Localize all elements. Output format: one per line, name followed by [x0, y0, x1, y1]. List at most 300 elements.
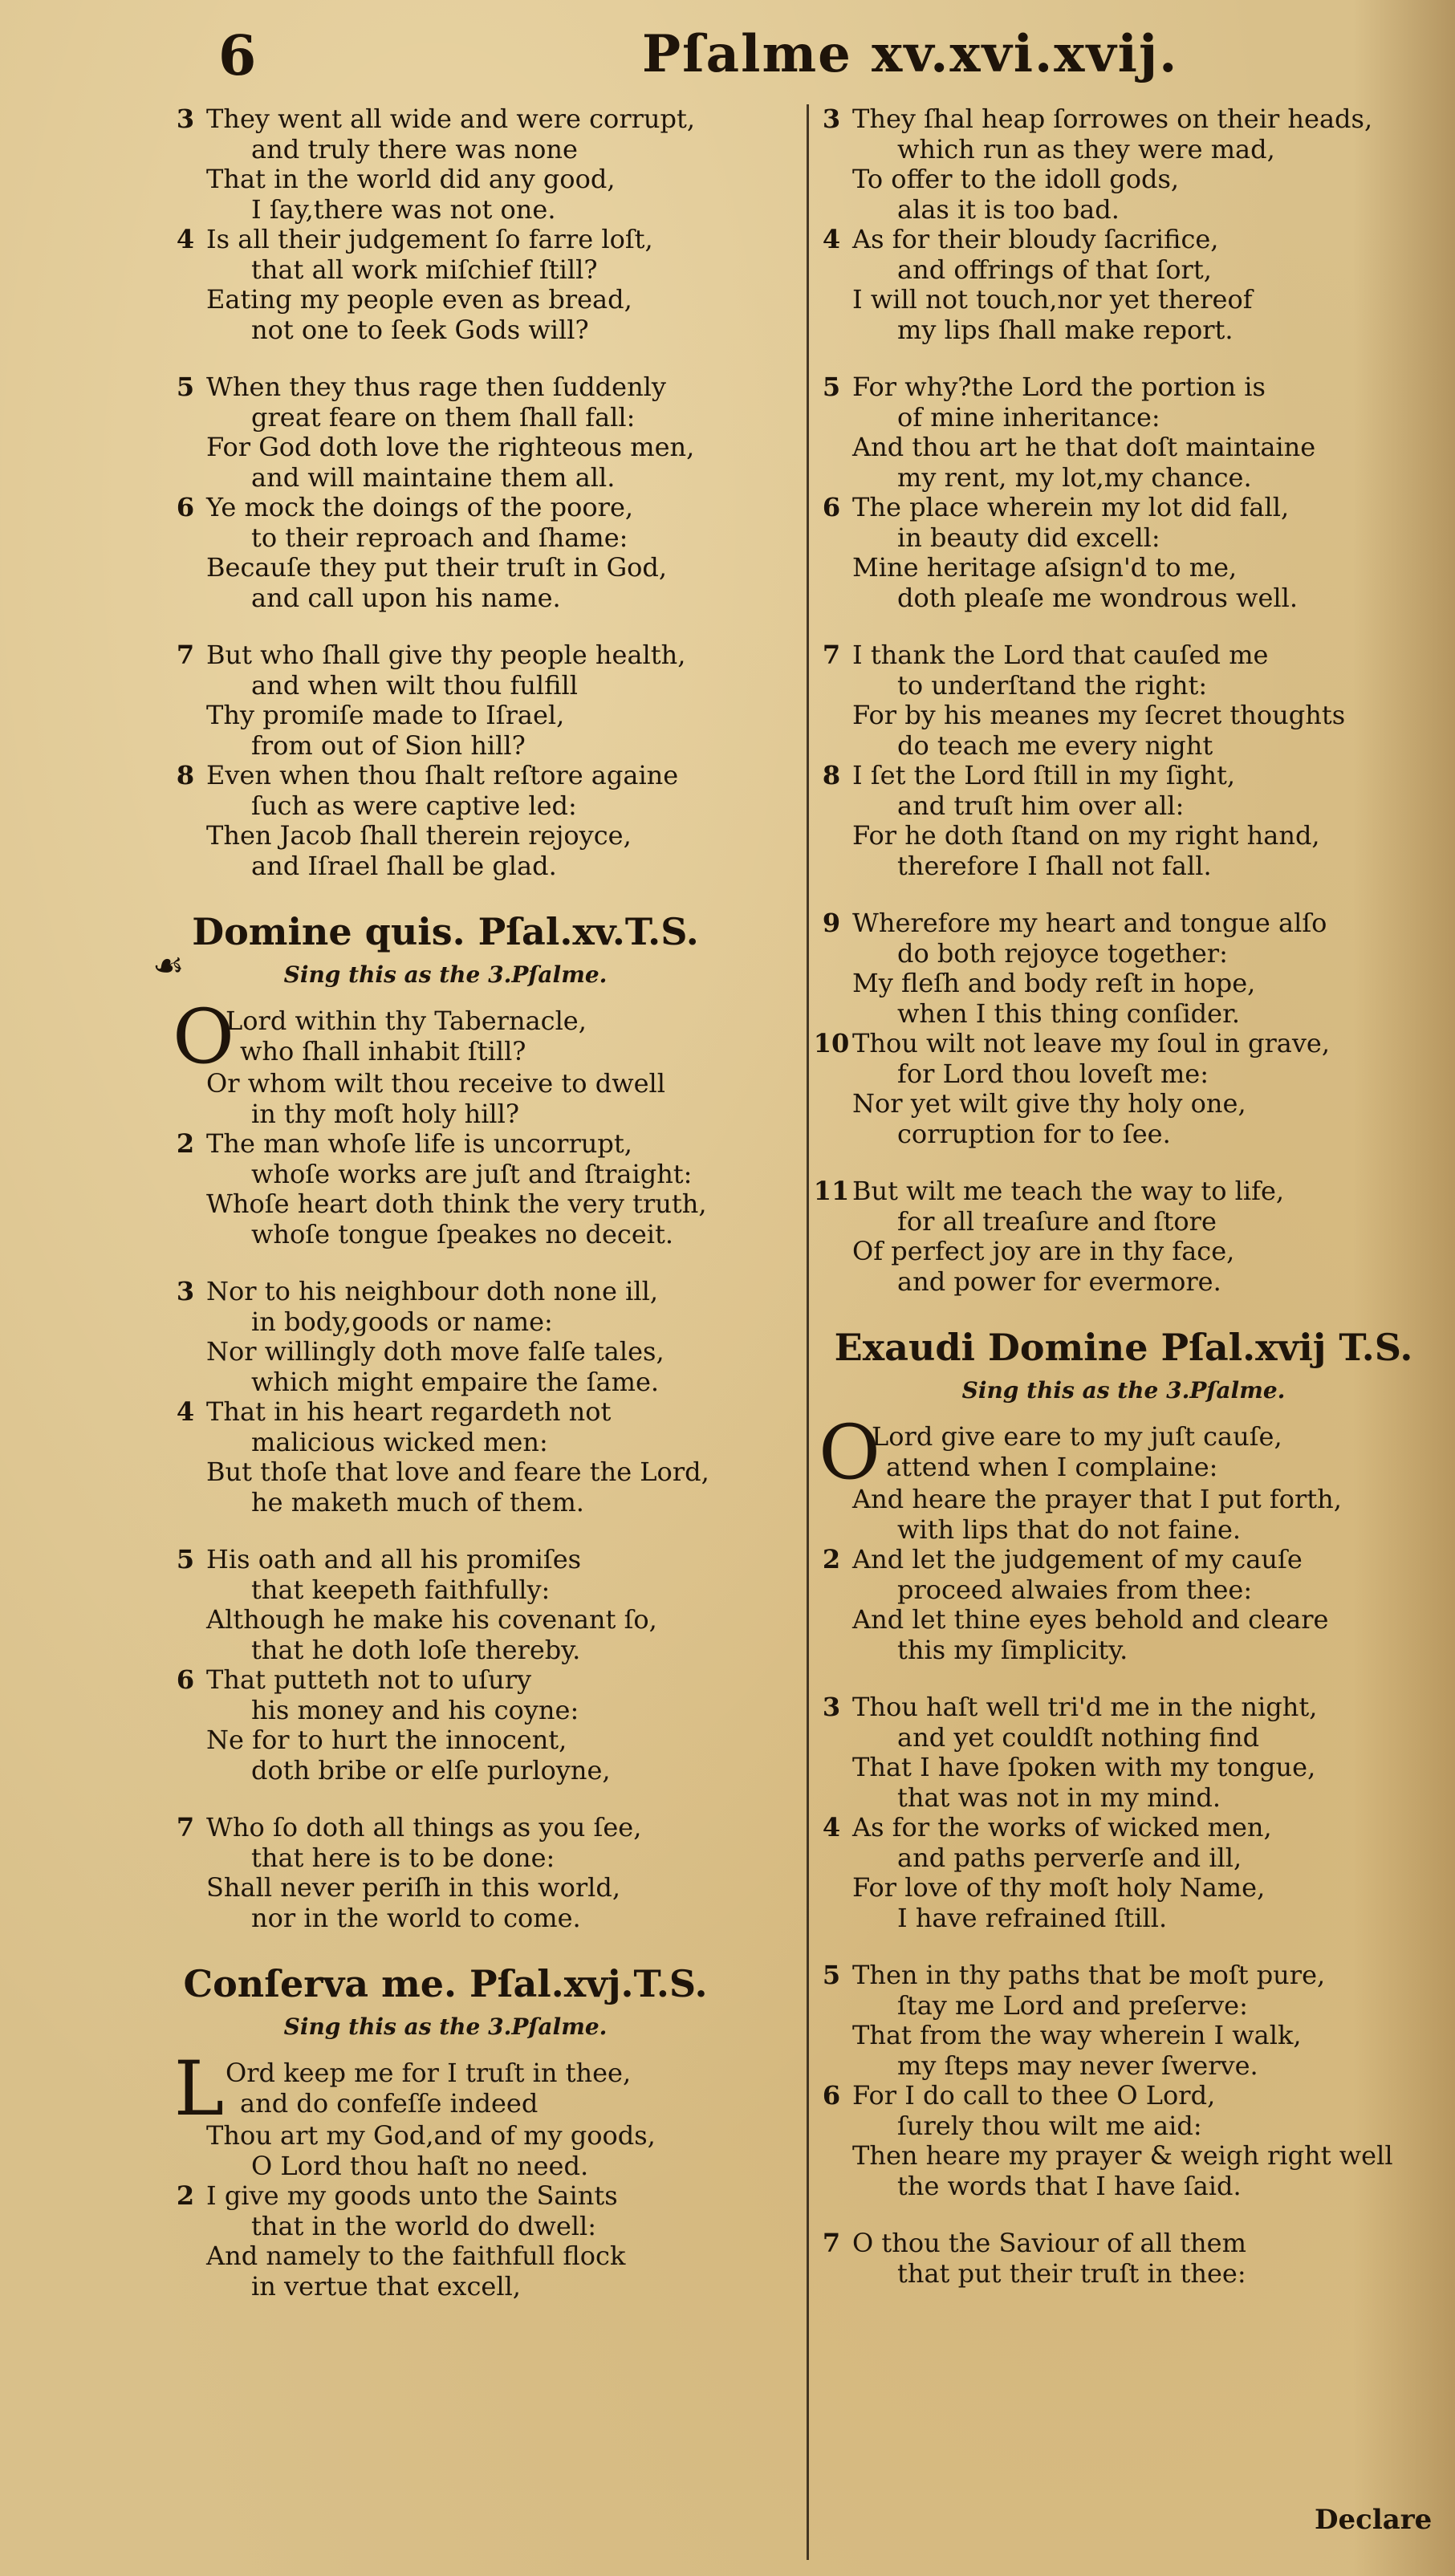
verse-line	[811, 553, 1437, 583]
verse-number	[165, 135, 206, 165]
verse-text: for all treaſure and ſtore	[897, 1205, 1217, 1237]
verse-line	[226, 2058, 631, 2089]
verse-number	[811, 1575, 852, 1606]
verse-line	[811, 2259, 1437, 2290]
verse-text: O Lord thou haſt no need.	[251, 2150, 589, 2181]
verse-text: corruption for to ſee.	[897, 1118, 1171, 1149]
verse-text: ſtay me Lord and preſerve:	[897, 1989, 1248, 2021]
verse-line	[165, 2212, 726, 2242]
verse-number	[165, 1756, 206, 1786]
verse-number	[165, 523, 206, 554]
stanza	[165, 2046, 726, 2302]
tune-note: Sing this as the 3.Pſalme.	[961, 1377, 1286, 1404]
verse-text: Then in thy paths that be moſt pure,	[852, 1960, 1326, 1990]
opening-lines	[811, 1409, 1437, 1497]
verse-number	[811, 1843, 852, 1874]
verse-text: Mine heritage aſsign'd to me,	[852, 552, 1238, 583]
verse-text: with lips that do not faine.	[897, 1514, 1242, 1545]
verse-number	[811, 1059, 852, 1090]
verse-line	[165, 583, 726, 614]
verse-line	[811, 1485, 1437, 1515]
verse-number	[811, 1119, 852, 1150]
verse-number	[811, 523, 852, 554]
verse-line	[811, 701, 1437, 731]
verse-line	[165, 433, 726, 463]
verse-number	[165, 1160, 206, 1190]
verse-text: doth bribe or elſe purloyne,	[251, 1754, 611, 1786]
verse-number: 7	[822, 640, 841, 670]
stanza	[811, 908, 1437, 1149]
verse-line	[811, 1843, 1437, 1874]
verse-text: and truly there was none	[251, 133, 578, 165]
verse-number	[811, 315, 852, 346]
verse-number: 6	[822, 492, 841, 522]
verse-line	[165, 1397, 726, 1428]
verse-number	[165, 2272, 206, 2302]
catchword: Declare	[1315, 2504, 1433, 2536]
verse-text: Wherefore my heart and tongue alſo	[852, 908, 1327, 938]
verse-number	[165, 1696, 206, 1726]
verse-line	[811, 583, 1437, 614]
verse-number	[165, 433, 206, 463]
verse-text: Ye mock the doings of the poore,	[206, 492, 634, 522]
verse-number	[811, 791, 852, 822]
verse-text: Ord keep me for I truſt in thee,	[226, 2058, 632, 2088]
verse-number	[165, 1873, 206, 1904]
verse-text: and paths perverſe and ill,	[897, 1842, 1242, 1873]
stanza	[811, 1409, 1437, 1665]
verse-text: that all work miſchief ſtill?	[251, 254, 598, 285]
verse-number: 5	[822, 1960, 841, 1990]
verse-line	[811, 523, 1437, 554]
verse-text: Nor to his neighbour doth none ill,	[206, 1276, 659, 1306]
verse-number	[165, 1367, 206, 1398]
verse-number	[811, 731, 852, 762]
verse-line	[165, 1337, 726, 1367]
verse-text: he maketh much of them.	[251, 1486, 584, 1518]
verse-text: in thy moſt holy hill?	[251, 1098, 520, 1129]
verse-line	[811, 2081, 1437, 2111]
verse-line	[226, 2089, 631, 2119]
verse-text: do both rejoyce together:	[897, 937, 1228, 969]
verse-text: which might empaire the ſame.	[251, 1366, 660, 1397]
verse-number	[811, 1515, 852, 1546]
verse-text: Thou art my God,and of my goods,	[206, 2120, 656, 2151]
verse-text: Thy promiſe made to Iſrael,	[206, 700, 565, 730]
verse-line	[165, 1665, 726, 1696]
verse-number	[811, 1873, 852, 1904]
verse-line	[811, 1059, 1437, 1090]
verse-number	[811, 135, 852, 165]
verse-text: As for the works of wicked men,	[852, 1812, 1272, 1843]
verse-number	[811, 969, 852, 999]
stanza	[165, 1813, 726, 1933]
verse-line	[165, 523, 726, 554]
verse-line	[811, 2051, 1437, 2082]
verse-number	[165, 1457, 206, 1488]
verse-number: 4	[176, 224, 195, 254]
verse-number	[811, 1237, 852, 1267]
stanza	[165, 372, 726, 613]
verse-line	[165, 285, 726, 315]
verse-line	[165, 463, 726, 494]
verse-line	[811, 2172, 1437, 2202]
verse-text: And namely to the faithfull flock	[206, 2241, 626, 2271]
verse-line	[811, 2229, 1437, 2259]
verse-line	[165, 821, 726, 851]
verse-text: For why?the Lord the portion is	[852, 372, 1266, 402]
verse-text: to underſtand the right:	[897, 669, 1208, 701]
verse-text: For love of thy moſt holy Name,	[852, 1872, 1266, 1903]
verse-text: That from the way wherein I walk,	[852, 2020, 1302, 2050]
verse-line	[165, 2181, 726, 2212]
verse-text: As for their bloudy ſacrifice,	[852, 224, 1219, 254]
verse-line	[872, 1453, 1282, 1483]
verse-number	[165, 791, 206, 822]
verse-text: That in the world did any good,	[206, 164, 616, 194]
verse-line	[165, 553, 726, 583]
stanza	[811, 372, 1437, 613]
verse-number	[811, 1089, 852, 1119]
verse-line	[872, 1422, 1282, 1453]
verse-line	[811, 1783, 1437, 1814]
verse-text: who ſhall inhabit ſtill?	[240, 1035, 526, 1067]
verse-line	[165, 1428, 726, 1458]
verse-text: Although he make his covenant ſo,	[206, 1604, 657, 1635]
verse-line	[165, 1635, 726, 1666]
verse-line	[811, 195, 1437, 226]
verse-line	[811, 1119, 1437, 1150]
verse-text: and do confeſſe indeed	[240, 2087, 539, 2119]
verse-line	[811, 1960, 1437, 1991]
verse-number	[811, 2172, 852, 2202]
verse-text: O thou the Saviour of all them	[852, 2228, 1246, 2258]
verse-number	[811, 2259, 852, 2290]
verse-line	[165, 1488, 726, 1518]
verse-number	[165, 1099, 206, 1130]
verse-text: And heare the prayer that I put forth,	[852, 1484, 1342, 1514]
psalm-heading: Conſerva me. Pſal.xvj.T.S.	[183, 1962, 708, 2005]
verse-text: And let thine eyes behold and cleare	[852, 1604, 1329, 1635]
verse-line	[811, 1207, 1437, 1237]
verse-text: that keepeth faithfully:	[251, 1574, 551, 1605]
verse-text: which run as they were mad,	[897, 133, 1275, 165]
verse-number	[811, 1605, 852, 1635]
verse-text: Whoſe heart doth think the very truth,	[206, 1188, 707, 1219]
verse-text: I ſay,there was not one.	[251, 193, 556, 225]
verse-number: 6	[822, 2080, 841, 2111]
verse-text: Or whom wilt thou receive to dwell	[206, 1068, 665, 1099]
verse-number	[165, 285, 206, 315]
verse-number	[165, 1635, 206, 1666]
verse-number	[811, 1783, 852, 1814]
stanza	[811, 1176, 1437, 1297]
verse-text: attend when I complaine:	[886, 1451, 1218, 1482]
verse-number	[811, 2111, 852, 2142]
verse-line	[811, 403, 1437, 433]
drop-cap: O	[173, 993, 235, 1081]
verse-text: But wilt me teach the way to life,	[852, 1176, 1285, 1206]
verse-text: The man whoſe life is uncorrupt,	[206, 1128, 632, 1159]
verse-number	[165, 1904, 206, 1934]
verse-number	[165, 821, 206, 851]
verse-text: my lips ſhall make report.	[897, 314, 1233, 345]
verse-number	[165, 463, 206, 494]
verse-line	[165, 1605, 726, 1635]
verse-text: his money and his coyne:	[251, 1694, 579, 1725]
verse-text: to their reproach and ſhame:	[251, 522, 628, 553]
verse-text: To offer to the idoll gods,	[852, 164, 1180, 194]
verse-number	[165, 1605, 206, 1635]
verse-line	[811, 939, 1437, 969]
verse-number	[811, 2021, 852, 2051]
verse-text: in vertue that excell,	[251, 2270, 521, 2302]
verse-number	[165, 583, 206, 614]
verse-line	[165, 1367, 726, 1398]
psalm16-continuation	[811, 104, 1437, 1297]
verse-line	[811, 433, 1437, 463]
verse-text: I thank the Lord that cauſed me	[852, 640, 1269, 670]
verse-text: malicious wicked men:	[251, 1426, 548, 1457]
verse-text: that here is to be done:	[251, 1842, 555, 1873]
verse-text: of mine inheritance:	[897, 401, 1160, 433]
verse-text: Thou wilt not leave my ſoul in grave,	[852, 1028, 1331, 1058]
verse-line	[811, 104, 1437, 135]
verse-number: 7	[176, 1812, 195, 1843]
verse-line	[811, 1089, 1437, 1119]
verse-number	[165, 2151, 206, 2182]
stanza	[811, 1960, 1437, 2201]
verse-line	[811, 1515, 1437, 1546]
verse-number	[165, 701, 206, 731]
verse-line	[165, 1545, 726, 1575]
drop-cap: L	[173, 2046, 225, 2133]
verse-line	[165, 761, 726, 791]
verse-line	[811, 671, 1437, 701]
verse-line	[165, 2121, 726, 2151]
verse-number: 2	[822, 1544, 841, 1574]
verse-line	[165, 640, 726, 671]
verse-line	[811, 165, 1437, 195]
verse-number: 5	[176, 1544, 195, 1574]
verse-number	[811, 1904, 852, 1934]
verse-line	[165, 1575, 726, 1606]
verse-line	[811, 1176, 1437, 1207]
verse-number	[811, 195, 852, 226]
verse-line	[226, 1037, 587, 1067]
verse-text: from out of Sion hill?	[251, 729, 526, 761]
verse-text: For by his meanes my ſecret thoughts	[852, 700, 1346, 730]
verse-number: 5	[176, 372, 195, 402]
verse-text: Then heare my prayer & weigh right well	[852, 2140, 1393, 2171]
verse-number: 9	[822, 908, 841, 938]
verse-line	[165, 135, 726, 165]
verse-text: That in his heart regardeth not	[206, 1396, 612, 1427]
psalm15-block	[165, 908, 726, 1933]
verse-line	[811, 285, 1437, 315]
verse-line	[165, 1696, 726, 1726]
verse-number	[165, 255, 206, 286]
verse-line	[811, 908, 1437, 939]
verse-number	[165, 1725, 206, 1756]
verse-line	[811, 2021, 1437, 2051]
drop-cap: O	[819, 1409, 881, 1497]
verse-number	[165, 1488, 206, 1518]
verse-number	[811, 285, 852, 315]
verse-line	[165, 1756, 726, 1786]
verse-line	[811, 791, 1437, 822]
verse-text: Who ſo doth all things as you ſee,	[206, 1812, 642, 1843]
verse-text: that put their truſt in thee:	[897, 2257, 1246, 2289]
verse-text: That putteth not to uſury	[206, 1664, 532, 1695]
verse-line	[811, 1904, 1437, 1934]
verse-line	[165, 1069, 726, 1099]
verse-text: The place wherein my lot did fall,	[852, 492, 1290, 522]
page-number: 6	[218, 24, 257, 88]
verse-line	[165, 225, 726, 255]
verse-text: Ne for to hurt the innocent,	[206, 1725, 567, 1755]
psalm-heading: Domine quis. Pſal.xv.T.S.	[192, 910, 699, 953]
stanza	[811, 640, 1437, 881]
verse-text: do teach me every night	[897, 729, 1213, 761]
verse-line	[165, 1277, 726, 1307]
verse-line	[811, 463, 1437, 494]
verse-text: that he doth loſe thereby.	[251, 1634, 581, 1665]
verse-number	[165, 2241, 206, 2272]
verse-text: in beauty did excell:	[897, 522, 1160, 553]
verse-number	[165, 1428, 206, 1458]
verse-line	[165, 104, 726, 135]
verse-line	[811, 225, 1437, 255]
verse-line	[165, 701, 726, 731]
psalm-heading: Exaudi Domine Pſal.xvij T.S.	[834, 1326, 1413, 1369]
verse-line	[165, 493, 726, 523]
verse-text: and power for evermore.	[897, 1266, 1221, 1297]
verse-text: Is all their judgement ſo farre loſt,	[206, 224, 653, 254]
verse-number	[811, 165, 852, 195]
verse-line	[165, 851, 726, 882]
verse-line	[811, 1813, 1437, 1843]
verse-text: But who ſhall give thy people health,	[206, 640, 686, 670]
verse-text: ſurely thou wilt me aid:	[897, 2110, 1202, 2141]
verse-line	[811, 1545, 1437, 1575]
stanza	[811, 1692, 1437, 1933]
verse-line	[811, 999, 1437, 1030]
verse-text: for Lord thou loveſt me:	[897, 1058, 1209, 1089]
verse-number	[165, 315, 206, 346]
verse-line	[165, 2241, 726, 2272]
verse-line	[811, 255, 1437, 286]
verse-text: and when wilt thou fulfill	[251, 669, 578, 701]
verse-line	[226, 1006, 587, 1037]
verse-text: But thoſe that love and feare the Lord,	[206, 1457, 709, 1487]
verse-number: 4	[822, 1812, 841, 1843]
stanza	[811, 104, 1437, 345]
verse-number	[165, 2212, 206, 2242]
verse-number	[811, 821, 852, 851]
verse-text: and call upon his name.	[251, 582, 561, 613]
verse-text: Then Jacob ſhall therein rejoyce,	[206, 820, 632, 851]
verse-number	[811, 2141, 852, 2172]
verse-number: 3	[822, 1692, 841, 1722]
verse-number	[811, 1991, 852, 2021]
verse-text: My fleſh and body reſt in hope,	[852, 968, 1256, 998]
verse-line	[165, 165, 726, 195]
verse-number	[811, 583, 852, 614]
verse-line	[811, 969, 1437, 999]
verse-line	[811, 731, 1437, 762]
verse-number	[165, 1843, 206, 1874]
verse-text: ſuch as were captive led:	[251, 790, 577, 821]
verse-number: 3	[176, 1276, 195, 1306]
verse-line	[811, 493, 1437, 523]
stanza	[165, 993, 726, 1249]
verse-line	[811, 1635, 1437, 1666]
verse-line	[811, 640, 1437, 671]
verse-number	[165, 731, 206, 762]
verse-text: I give my goods unto the Saints	[206, 2180, 618, 2211]
verse-number	[165, 1220, 206, 1250]
verse-number	[165, 1189, 206, 1220]
verse-line	[811, 1575, 1437, 1606]
verse-number: 10	[813, 1028, 850, 1058]
verse-text: I have refrained ſtill.	[897, 1902, 1168, 1933]
verse-line	[811, 761, 1437, 791]
verse-number	[165, 1575, 206, 1606]
verse-number: 11	[813, 1176, 850, 1206]
left-column	[165, 104, 726, 2329]
verse-line	[165, 1813, 726, 1843]
verse-text: For God doth love the righteous men,	[206, 432, 695, 462]
verse-line	[165, 791, 726, 822]
stanza	[165, 1277, 726, 1518]
verse-line	[811, 2111, 1437, 2142]
verse-text: and yet couldſt nothing find	[897, 1721, 1260, 1753]
verse-number	[811, 1753, 852, 1783]
psalm14-continuation	[165, 104, 726, 881]
verse-text: Of perfect joy are in thy face,	[852, 1236, 1235, 1266]
verse-line	[165, 315, 726, 346]
verse-number	[165, 165, 206, 195]
verse-line	[165, 1220, 726, 1250]
verse-line	[165, 1189, 726, 1220]
verse-line	[165, 731, 726, 762]
opening-lines	[165, 2046, 726, 2133]
verse-number	[165, 195, 206, 226]
verse-text: When they thus rage then ſuddenly	[206, 372, 666, 402]
verse-number	[165, 403, 206, 433]
verse-text: Nor willingly doth move falſe tales,	[206, 1336, 665, 1367]
verse-text: alas it is too bad.	[897, 193, 1120, 225]
verse-number: 2	[176, 2180, 195, 2211]
verse-text: and will maintaine them all.	[251, 461, 616, 493]
verse-text: And thou art he that doſt maintaine	[852, 432, 1316, 462]
verse-number	[811, 463, 852, 494]
verse-line	[165, 1904, 726, 1934]
verse-line	[165, 1160, 726, 1190]
verse-text: my rent, my lot,my chance.	[897, 461, 1252, 493]
verse-line	[165, 1843, 726, 1874]
verse-number	[811, 671, 852, 701]
verse-line	[811, 2141, 1437, 2172]
verse-line	[811, 1692, 1437, 1723]
verse-text: that was not in my mind.	[897, 1782, 1221, 1813]
verse-text: in body,goods or name:	[251, 1306, 553, 1337]
verse-text: Even when thou ſhalt reſtore againe	[206, 760, 679, 790]
verse-text: And let the judgement of my cauſe	[852, 1544, 1303, 1574]
verse-line	[811, 1873, 1437, 1904]
verse-text: therefore I ſhall not fall.	[897, 850, 1212, 881]
